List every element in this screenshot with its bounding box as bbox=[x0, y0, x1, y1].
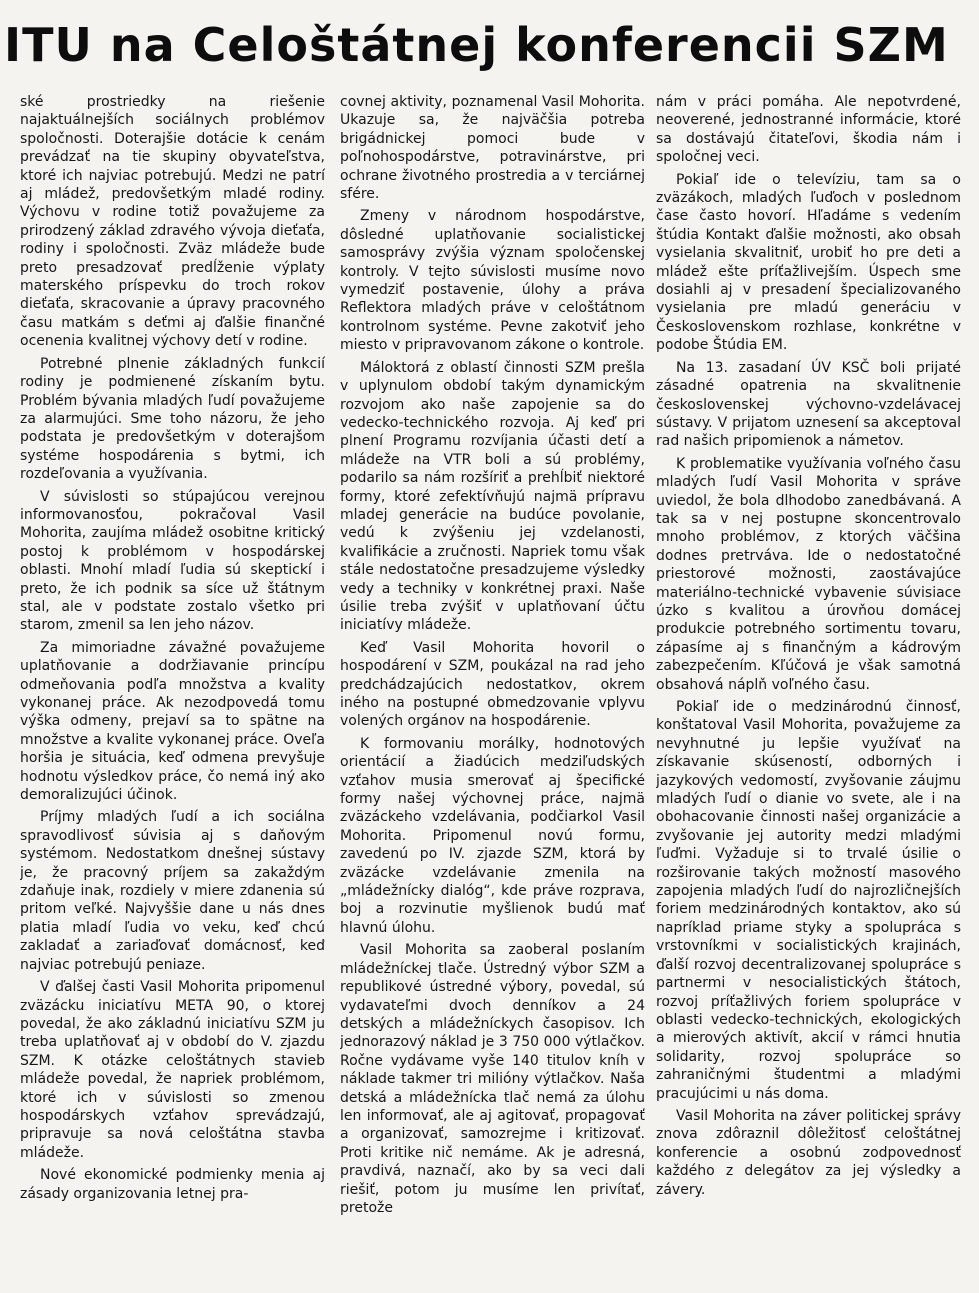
paragraph: V súvislosti so stúpajúcou verejnou informovanosťou, pokračoval Vasil Mohorita, zaujíma mládež osobitne kritický postoj k problémom v hospodárskej oblasti. Mnohí mladí ľudia sú skeptickí i preto, že ich podnik sa síce už štátnym stal, ale v podstate zostalo všetko pri starom, zmenil sa len jeho názov. bbox=[20, 488, 325, 634]
paragraph: K formovaniu morálky, hodnotových orientácií a žiadúcich medziľudských vzťahov musia smerovať aj špecifické formy našej výchovnej práce, najmä zväzáckeho vzdelávania, podčiarkol Vasil Mohorita. Pripomenul novú formu, zavedenú po IV. zjazde SZM, ktorá by zväzácke vzdelávanie zmenila na „mládežnícky dialóg“, kde práve rozprava, boj a rozvinutie myšlienok budú mať hlavnú úlohu. bbox=[340, 735, 645, 936]
paragraph: K problematike využívania voľného času mladých ľudí Vasil Mohorita v správe uviedol, že bola dlhodobo zanedbávaná. A tak sa v nej postupne skoncentrovalo mnoho problémov, z ktorých väčšina dodnes pretrváva. Ide o nedostatočné priestorové možnosti, zaostávajúce materiálno-technické vybavenie súvisiace úzko s kvalitou a úrovňou domácej produkcie potrebného sortimentu tovaru, zápasíme aj s finančným a kádrovým zabezpečením. Kľúčová je však samotná obsahová náplň voľného času. bbox=[656, 455, 961, 693]
paragraph: Na 13. zasadaní ÚV KSČ boli prijaté zásadné opatrenia na skvalitnenie československej výchovno-vzdelávacej sústavy. V prijatom uznesení sa akceptoval rad našich pripomienok a námetov. bbox=[656, 359, 961, 450]
paragraph: ské prostriedky na riešenie najaktuálnejších sociálnych problémov spoločnosti. Doterajšie dotácie k cenám prevádzať na tie skupiny obyvateľstva, ktoré ich najviac potrebujú. Medzi ne patrí aj mládež, predovšetkým mladé rodiny. Výchovu v rodine totiž považujeme za prirodzený základ zdravého vývoja dieťaťa, rodiny i spoločnosti. Zväz mládeže bude preto presadzovať predĺženie výplaty materského príspevku do troch rokov dieťaťa, skracovanie a úpravy pracovného času matkám s deťmi aj ďalšie finančné ocenenia kvalitnej výchovy detí v rodine. bbox=[20, 94, 325, 350]
paragraph: Potrebné plnenie základných funkcií rodiny je podmienené získaním bytu. Problém bývania mladých ľudí považujeme za alarmujúci. Sme toho názoru, že jeho podstata je predovšetkým v doterajšom systéme hospodárenia s bytmi, ich rozdeľovania a využívania. bbox=[20, 355, 325, 483]
paragraph: Zmeny v národnom hospodárstve, dôsledné uplatňovanie socialistickej samosprávy zvýšia význam spoločenskej kontroly. V tejto súvislosti musíme novo vymedziť postavenie, úlohy a práva Reflektora mladých práve v celoštátnom kontrolnom systéme. Pevne zakotviť jeho miesto v pripravovanom zákone o kontrole. bbox=[340, 208, 645, 354]
paragraph: Vasil Mohorita sa zaoberal poslaním mládežníckej tlače. Ústredný výbor SZM a republikové ústredné výbory, povedal, sú vydavateľmi dvoch denníkov a 24 detských a mládežníckych časopisov. Ich jednorazový náklad je 3 750 000 výtlačkov. Ročne vydávame vyše 140 titulov kníh v náklade takmer tri milióny výtlačkov. Naša detská a mládežnícka tlač nemá za úlohu len informovať, ale aj agitovať, propagovať a organizovať, samozrejme i kritizovať. Proti kritike nič nemáme. Ak je adresná, pravdivá, naznačí, ako by sa veci dali riešiť, potom ju musíme len privítať, pretože bbox=[340, 942, 645, 1216]
paragraph: Máloktorá z oblastí činnosti SZM prešla v uplynulom období takým dynamickým rozvojom ako naše zapojenie sa do vedecko-technického rozvoja. Aj keď pri plnení Programu rozvíjania účasti detí a mládeže na VTR boli a sú problémy, podarilo sa nám rozšíriť a prehĺbiť niektoré formy, ktoré zefektívňujú najmä prípravu mladej generácie na budúce povolanie, vedú k zvýšeniu jej vzdelanosti, kvalifikácie a zručnosti. Napriek tomu však stále nedostatočne presadzujeme výsledky vedy a techniky v konkrétnej praxi. Naše úsilie treba zvýšiť v uplatňovaní účtu iniciatívy mládeže. bbox=[340, 359, 645, 634]
paragraph: covnej aktivity, poznamenal Vasil Mohorita. Ukazuje sa, že najväčšia potreba brigádnickej pomoci bude v poľnohospodárstve, potravinárstve, pri ochrane životného prostredia a v terciárnej sfére. bbox=[340, 94, 645, 203]
paragraph: Vasil Mohorita na záver politickej správy znova zdôraznil dôležitosť celoštátnej konferencie a osobnú zodpovednosť každého z delegátov za jej výsledky a závery. bbox=[656, 1107, 961, 1198]
paragraph: Nové ekonomické podmienky menia aj zásady organizovania letnej pra- bbox=[20, 1167, 325, 1202]
article-headline: ITU na Celoštátnej konferencii SZM bbox=[4, 18, 949, 72]
article-column-3 bbox=[656, 93, 961, 1288]
article-column-1 bbox=[20, 93, 325, 1288]
paragraph: Za mimoriadne závažné považujeme uplatňovanie a dodržiavanie princípu odmeňovania podľa množstva a kvality vykonanej práce. Ak nezodpovedá tomu výška odmeny, prejaví sa to spätne na množstve a kvalite vykonanej práce. Oveľa horšia je situácia, keď odmena prevyšuje hodnotu výsledkov práce, čo nemá iný ako demoralizujúci účinok. bbox=[20, 639, 325, 804]
article-column-2 bbox=[340, 93, 645, 1288]
paragraph: Keď Vasil Mohorita hovoril o hospodárení v SZM, poukázal na rad jeho predchádzajúcich nedostatkov, okrem iného na postupné obmedzovanie vplyvu volených orgánov na hospodárenie. bbox=[340, 639, 645, 730]
paragraph: nám v práci pomáha. Ale nepotvrdené, neoverené, jednostranné informácie, ktoré sa dostávajú čitateľovi, škodia nám i spoločnej veci. bbox=[656, 94, 961, 166]
paragraph: Pokiaľ ide o televíziu, tam sa o zväzákoch, mladých ľuďoch v poslednom čase často hovorí. Hľadáme s vedením štúdia Kontakt ďalšie možnosti, ako obsah vysielania skvalitniť, urobiť ho pre deti a mládež ešte príťažlivejším. Úspech sme dosiahli aj v presadení špecializovaného vysielania pre mladú generáciu v Československom rozhlase, konkrétne v podobe Štúdia EM. bbox=[656, 171, 961, 354]
paragraph: Pokiaľ ide o medzinárodnú činnosť, konštatoval Vasil Mohorita, považujeme za nevyhnutné ju lepšie využívať na získavanie skúseností, odborných i jazykových vedomostí, zvyšovanie záujmu mladých ľudí o dianie vo svete, ale i na obohacovanie činnosti našej organizácie a zvyšovanie jej autority medzi mladými ľuďmi. Vyžaduje si to trvalé úsilie o rozširovanie takých možností masového zapojenia mladých ľudí do najrozličnejších foriem medzinárodných kontaktov, ako sú napríklad priame styky a spolupráca s vrstovníkmi v socialistických krajinách, ďalší rozvoj decentralizovanej spolupráce s partnermi v nesocialistických štátoch, rozvoj príťažlivých foriem spolupráce v oblasti vedecko-technických, ekologických a mierových aktivít, akcií v rámci hnutia solidarity, rozvoj spolupráce so zahraničnými študentmi a mladými pracujúcimi u nás doma. bbox=[656, 699, 961, 1102]
paragraph: Príjmy mladých ľudí a ich sociálna spravodlivosť súvisia aj s daňovým systémom. Nedostatkom dnešnej sústavy je, že pracovný príjem sa zakaždým zdaňuje inak, rozdiely v miere zdanenia sú pritom veľké. Najvyššie dane u nás dnes platia mladí ľudia vo veku, keď chcú zakladať a zariaďovať domácnosť, keď najviac potrebujú peniaze. bbox=[20, 809, 325, 973]
paragraph: V ďalšej časti Vasil Mohorita pripomenul zväzácku iniciatívu META 90, o ktorej povedal, že ako základnú iniciatívu SZM ju treba uplatňovať aj v období do V. zjazdu SZM. K otázke celoštátnych stavieb mládeže povedal, že napriek problémom, ktoré ich v súvislosti so zmenou hospodárskych vzťahov sprevádzajú, pripravuje sa nová celoštátna stavba mládeže. bbox=[20, 979, 325, 1161]
